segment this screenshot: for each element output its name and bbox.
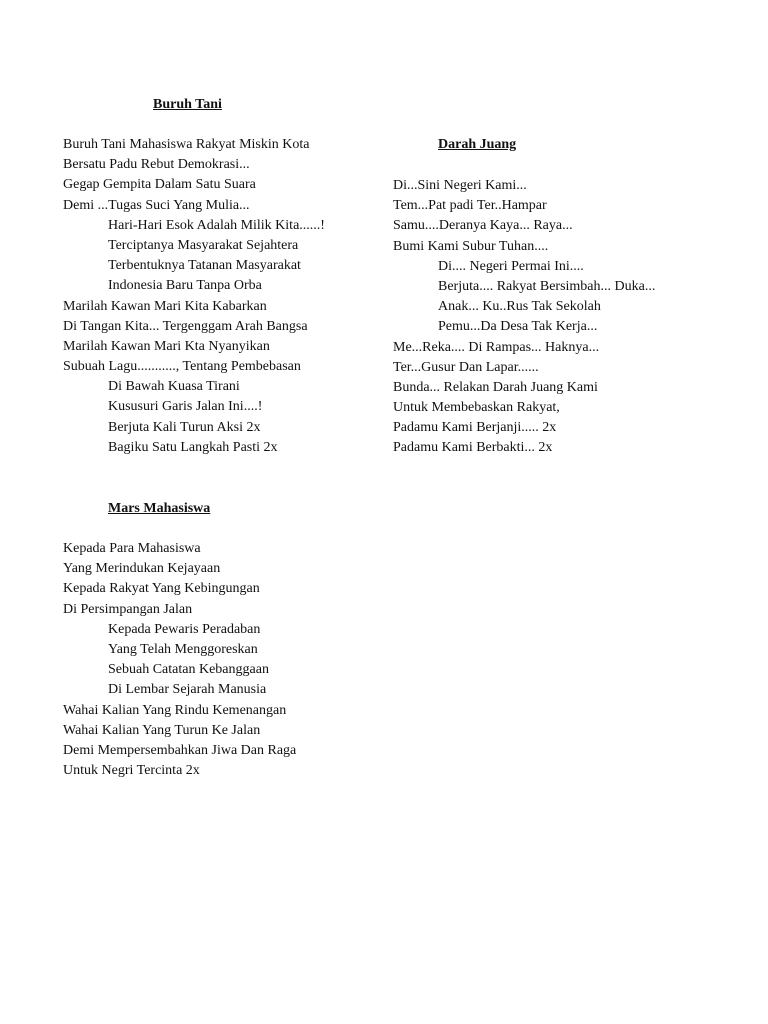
song-title-buruh-tani: Buruh Tani xyxy=(153,97,222,112)
lyric-line: Sebuah Catatan Kebanggaan xyxy=(108,662,269,678)
lyric-line: Bagiku Satu Langkah Pasti 2x xyxy=(108,439,278,455)
lyric-line: Anak... Ku..Rus Tak Sekolah xyxy=(438,299,601,315)
lyric-line: Di Bawah Kuasa Tirani xyxy=(108,379,240,395)
lyric-line: Bumi Kami Subur Tuhan.... xyxy=(393,238,549,254)
lyric-line: Ter...Gusur Dan Lapar...... xyxy=(393,359,539,375)
lyric-line: Padamu Kami Berjanji..... 2x xyxy=(393,420,557,436)
lyric-line: Terbentuknya Tatanan Masyarakat xyxy=(108,258,301,274)
lyric-line: Wahai Kalian Yang Turun Ke Jalan xyxy=(63,722,261,738)
lyric-line: Kepada Rakyat Yang Kebingungan xyxy=(63,581,260,597)
lyric-line: Gegap Gempita Dalam Satu Suara xyxy=(63,177,256,193)
lyric-line: Marilah Kawan Mari Kta Nyanyikan xyxy=(63,338,270,354)
lyric-line: Hari-Hari Esok Adalah Milik Kita......! xyxy=(108,217,325,233)
lyric-line: Terciptanya Masyarakat Sejahtera xyxy=(108,237,299,253)
lyric-line: Di...Sini Negeri Kami... xyxy=(393,178,527,193)
lyric-line: Untuk Negri Tercinta 2x xyxy=(63,763,200,779)
lyrics-darah-juang xyxy=(393,176,655,459)
lyric-line: Marilah Kawan Mari Kita Kabarkan xyxy=(63,298,267,314)
lyric-line: Padamu Kami Berbakti... 2x xyxy=(393,440,553,456)
song-title-mars-mahasiswa: Mars Mahasiswa xyxy=(108,501,211,516)
lyric-line: Wahai Kalian Yang Rindu Kemenangan xyxy=(63,702,287,718)
song-title-darah-juang: Darah Juang xyxy=(438,137,517,152)
lyric-line: Bersatu Padu Rebut Demokrasi... xyxy=(63,157,250,173)
lyric-line: Di Lembar Sejarah Manusia xyxy=(108,682,267,698)
lyric-line: Demi ...Tugas Suci Yang Mulia... xyxy=(63,197,250,213)
lyric-line: Subuah Lagu..........., Tentang Pembebasan xyxy=(63,359,301,375)
lyric-line: Bunda... Relakan Darah Juang Kami xyxy=(393,379,598,395)
lyrics-mars-mahasiswa xyxy=(63,539,296,781)
lyric-line: Samu....Deranya Kaya... Raya... xyxy=(393,218,573,234)
lyric-line: Berjuta Kali Turun Aksi 2x xyxy=(108,419,261,435)
lyric-line: Kepada Para Mahasiswa xyxy=(63,541,201,556)
lyric-line: Untuk Membebaskan Rakyat, xyxy=(393,400,560,416)
lyric-line: Berjuta.... Rakyat Bersimbah... Duka... xyxy=(438,278,656,294)
lyrics-buruh-tani xyxy=(63,135,325,458)
lyric-line: Demi Mempersembahkan Jiwa Dan Raga xyxy=(63,742,297,758)
lyric-line: Indonesia Baru Tanpa Orba xyxy=(108,278,262,294)
lyric-line: Me...Reka.... Di Rampas... Haknya... xyxy=(393,339,600,355)
lyric-line: Di Tangan Kita... Tergenggam Arah Bangsa xyxy=(63,318,308,334)
lyric-line: Yang Telah Menggoreskan xyxy=(108,641,258,657)
lyric-line: Di Persimpangan Jalan xyxy=(63,601,193,617)
lyric-line: Tem...Pat padi Ter..Hampar xyxy=(393,198,547,214)
lyric-line: Yang Merindukan Kejayaan xyxy=(63,561,221,577)
lyric-line: Kepada Pewaris Peradaban xyxy=(108,621,261,637)
lyric-line: Di.... Negeri Permai Ini.... xyxy=(438,258,584,274)
lyric-line: Pemu...Da Desa Tak Kerja... xyxy=(438,319,598,335)
lyric-line: Kususuri Garis Jalan Ini....! xyxy=(108,399,263,415)
lyric-line: Buruh Tani Mahasiswa Rakyat Miskin Kota xyxy=(63,137,310,152)
